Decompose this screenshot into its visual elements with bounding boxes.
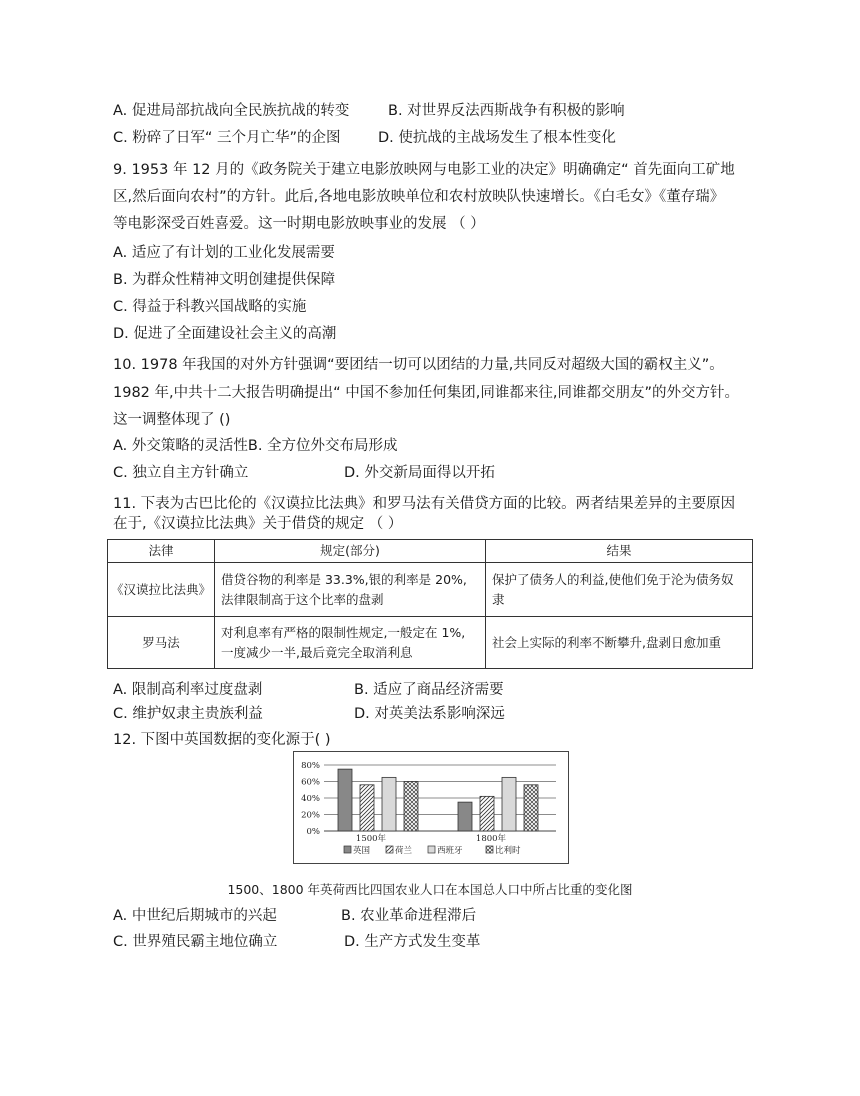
table-header-row <box>108 540 753 563</box>
bar-西班牙-1800年 <box>502 777 516 831</box>
q10-stem-line-3: 这一调整体现了 () <box>113 412 231 428</box>
q12-option-d: D. 生产方式发生变革 <box>344 934 481 950</box>
q10-stem-line-2: 1982 年,中共十二大报告明确提出“ 中国不参加任何集团,同谁都来往,同谁都交朋友”的外交方针。 <box>113 385 739 401</box>
q10-option-d: D. 外交新局面得以开拓 <box>344 465 495 481</box>
y-tick-label: 20% <box>301 810 320 821</box>
legend-swatch <box>386 846 393 853</box>
q9-stem-line-2: 区,然后面向农村”的方针。此后,各地电影放映单位和农村放映队快速增长。《白毛女》《董存瑞》 <box>113 189 725 205</box>
y-tick-label: 0% <box>306 827 320 837</box>
bar-比利时-1800年 <box>524 785 538 831</box>
q9-option-a: A. 适应了有计划的工业化发展需要 <box>113 245 335 261</box>
q11-option-c: C. 维护奴隶主贵族利益 <box>113 706 263 722</box>
cell-result-line: 保护了债务人的利益,使他们免于沦为债务奴 <box>492 571 734 587</box>
bar-英国-1800年 <box>458 802 472 831</box>
legend-swatch <box>428 846 435 853</box>
law-comparison-table <box>107 539 753 669</box>
q11-option-a: A. 限制高利率过度盘剥 <box>113 682 263 698</box>
cell-result-line: 社会上实际的利率不断攀升,盘剥日愈加重 <box>492 634 721 650</box>
bar-chart <box>294 752 568 863</box>
x-category-label: 1500年 <box>355 834 387 844</box>
bar-比利时-1500年 <box>404 782 418 832</box>
table-row <box>108 563 753 617</box>
q10-stem-line-1: 10. 1978 年我国的对外方针强调“要团结一切可以团结的力量,共同反对超级大国的霸权主义”。 <box>113 357 724 373</box>
header-result: 结果 <box>486 540 753 563</box>
y-tick-label: 80% <box>301 761 320 771</box>
q9-stem-line-3: 等电影深受百姓喜爱。这一时期电影放映事业的发展 （ ） <box>113 216 485 232</box>
bar-荷兰-1800年 <box>480 796 494 831</box>
bar-西班牙-1500年 <box>382 777 396 831</box>
q8-option-c: C. 粉碎了日军“ 三个月亡华”的企图 <box>113 130 341 146</box>
cell-law: 罗马法 <box>108 617 215 669</box>
legend-label: 西班牙 <box>437 846 463 856</box>
q9-option-d: D. 促进了全面建设社会主义的高潮 <box>113 326 337 342</box>
y-tick-label: 60% <box>301 777 320 788</box>
cell-rule-line: 借贷谷物的利率是 33.3%,银的利率是 20%, <box>221 571 467 587</box>
q10-option-c: C. 独立自主方针确立 <box>113 465 249 481</box>
q12-stem: 12. 下图中英国数据的变化源于( ) <box>113 732 331 748</box>
y-tick-label: 40% <box>301 794 320 804</box>
q12-option-c: C. 世界殖民霸主地位确立 <box>113 934 278 950</box>
q8-option-a: A. 促进局部抗战向全民族抗战的转变 <box>113 103 350 119</box>
q11-stem-line-1: 11. 下表为古巴比伦的《汉谟拉比法典》和罗马法有关借贷方面的比较。两者结果差异的主要原因 <box>113 496 736 512</box>
q9-stem-line-1: 9. 1953 年 12 月的《政务院关于建立电影放映网与电影工业的决定》明确确定“ 首先面向工矿地 <box>113 162 735 178</box>
q9-option-c: C. 得益于科教兴国战略的实施 <box>113 299 307 315</box>
q11-option-b: B. 适应了商品经济需要 <box>354 682 504 698</box>
bar-英国-1500年 <box>338 769 352 831</box>
cell-result <box>486 617 753 669</box>
legend-label: 比利时 <box>495 846 521 856</box>
cell-rule-line: 对利息率有严格的限制性规定,一般定在 1%, <box>221 624 466 640</box>
table-row <box>108 617 753 669</box>
q8-option-b: B. 对世界反法西斯战争有积极的影响 <box>388 103 625 119</box>
cell-rule-line: 一度减少一半,最后竟完全取消利息 <box>221 644 413 660</box>
q8-option-d: D. 使抗战的主战场发生了根本性变化 <box>378 130 616 146</box>
q9-option-b: B. 为群众性精神文明创建提供保障 <box>113 272 336 288</box>
bar-chart-frame <box>293 751 569 864</box>
q12-option-b: B. 农业革命进程滞后 <box>341 908 477 924</box>
bar-荷兰-1500年 <box>360 785 374 831</box>
legend-swatch <box>344 846 351 853</box>
chart-caption: 1500、1800 年英荷西比四国农业人口在本国总人口中所占比重的变化图 <box>227 882 633 897</box>
x-category-label: 1800年 <box>475 834 507 844</box>
cell-rule <box>215 617 486 669</box>
q10-option-ab: A. 外交策略的灵活性B. 全方位外交布局形成 <box>113 438 398 454</box>
legend-label: 英国 <box>353 846 371 856</box>
header-rule: 规定(部分) <box>215 540 486 563</box>
legend-label: 荷兰 <box>395 846 413 856</box>
cell-result <box>486 563 753 617</box>
q12-option-a: A. 中世纪后期城市的兴起 <box>113 908 277 924</box>
cell-rule-line: 法律限制高于这个比率的盘剥 <box>221 591 384 607</box>
cell-rule <box>215 563 486 617</box>
q11-option-d: D. 对英美法系影响深远 <box>354 706 505 722</box>
q11-stem-line-2: 在于,《汉谟拉比法典》关于借贷的规定 （ ） <box>113 516 403 532</box>
cell-law: 《汉谟拉比法典》 <box>108 563 215 617</box>
legend-swatch <box>486 846 493 853</box>
header-law: 法律 <box>108 540 215 563</box>
cell-result-line: 隶 <box>492 591 505 607</box>
